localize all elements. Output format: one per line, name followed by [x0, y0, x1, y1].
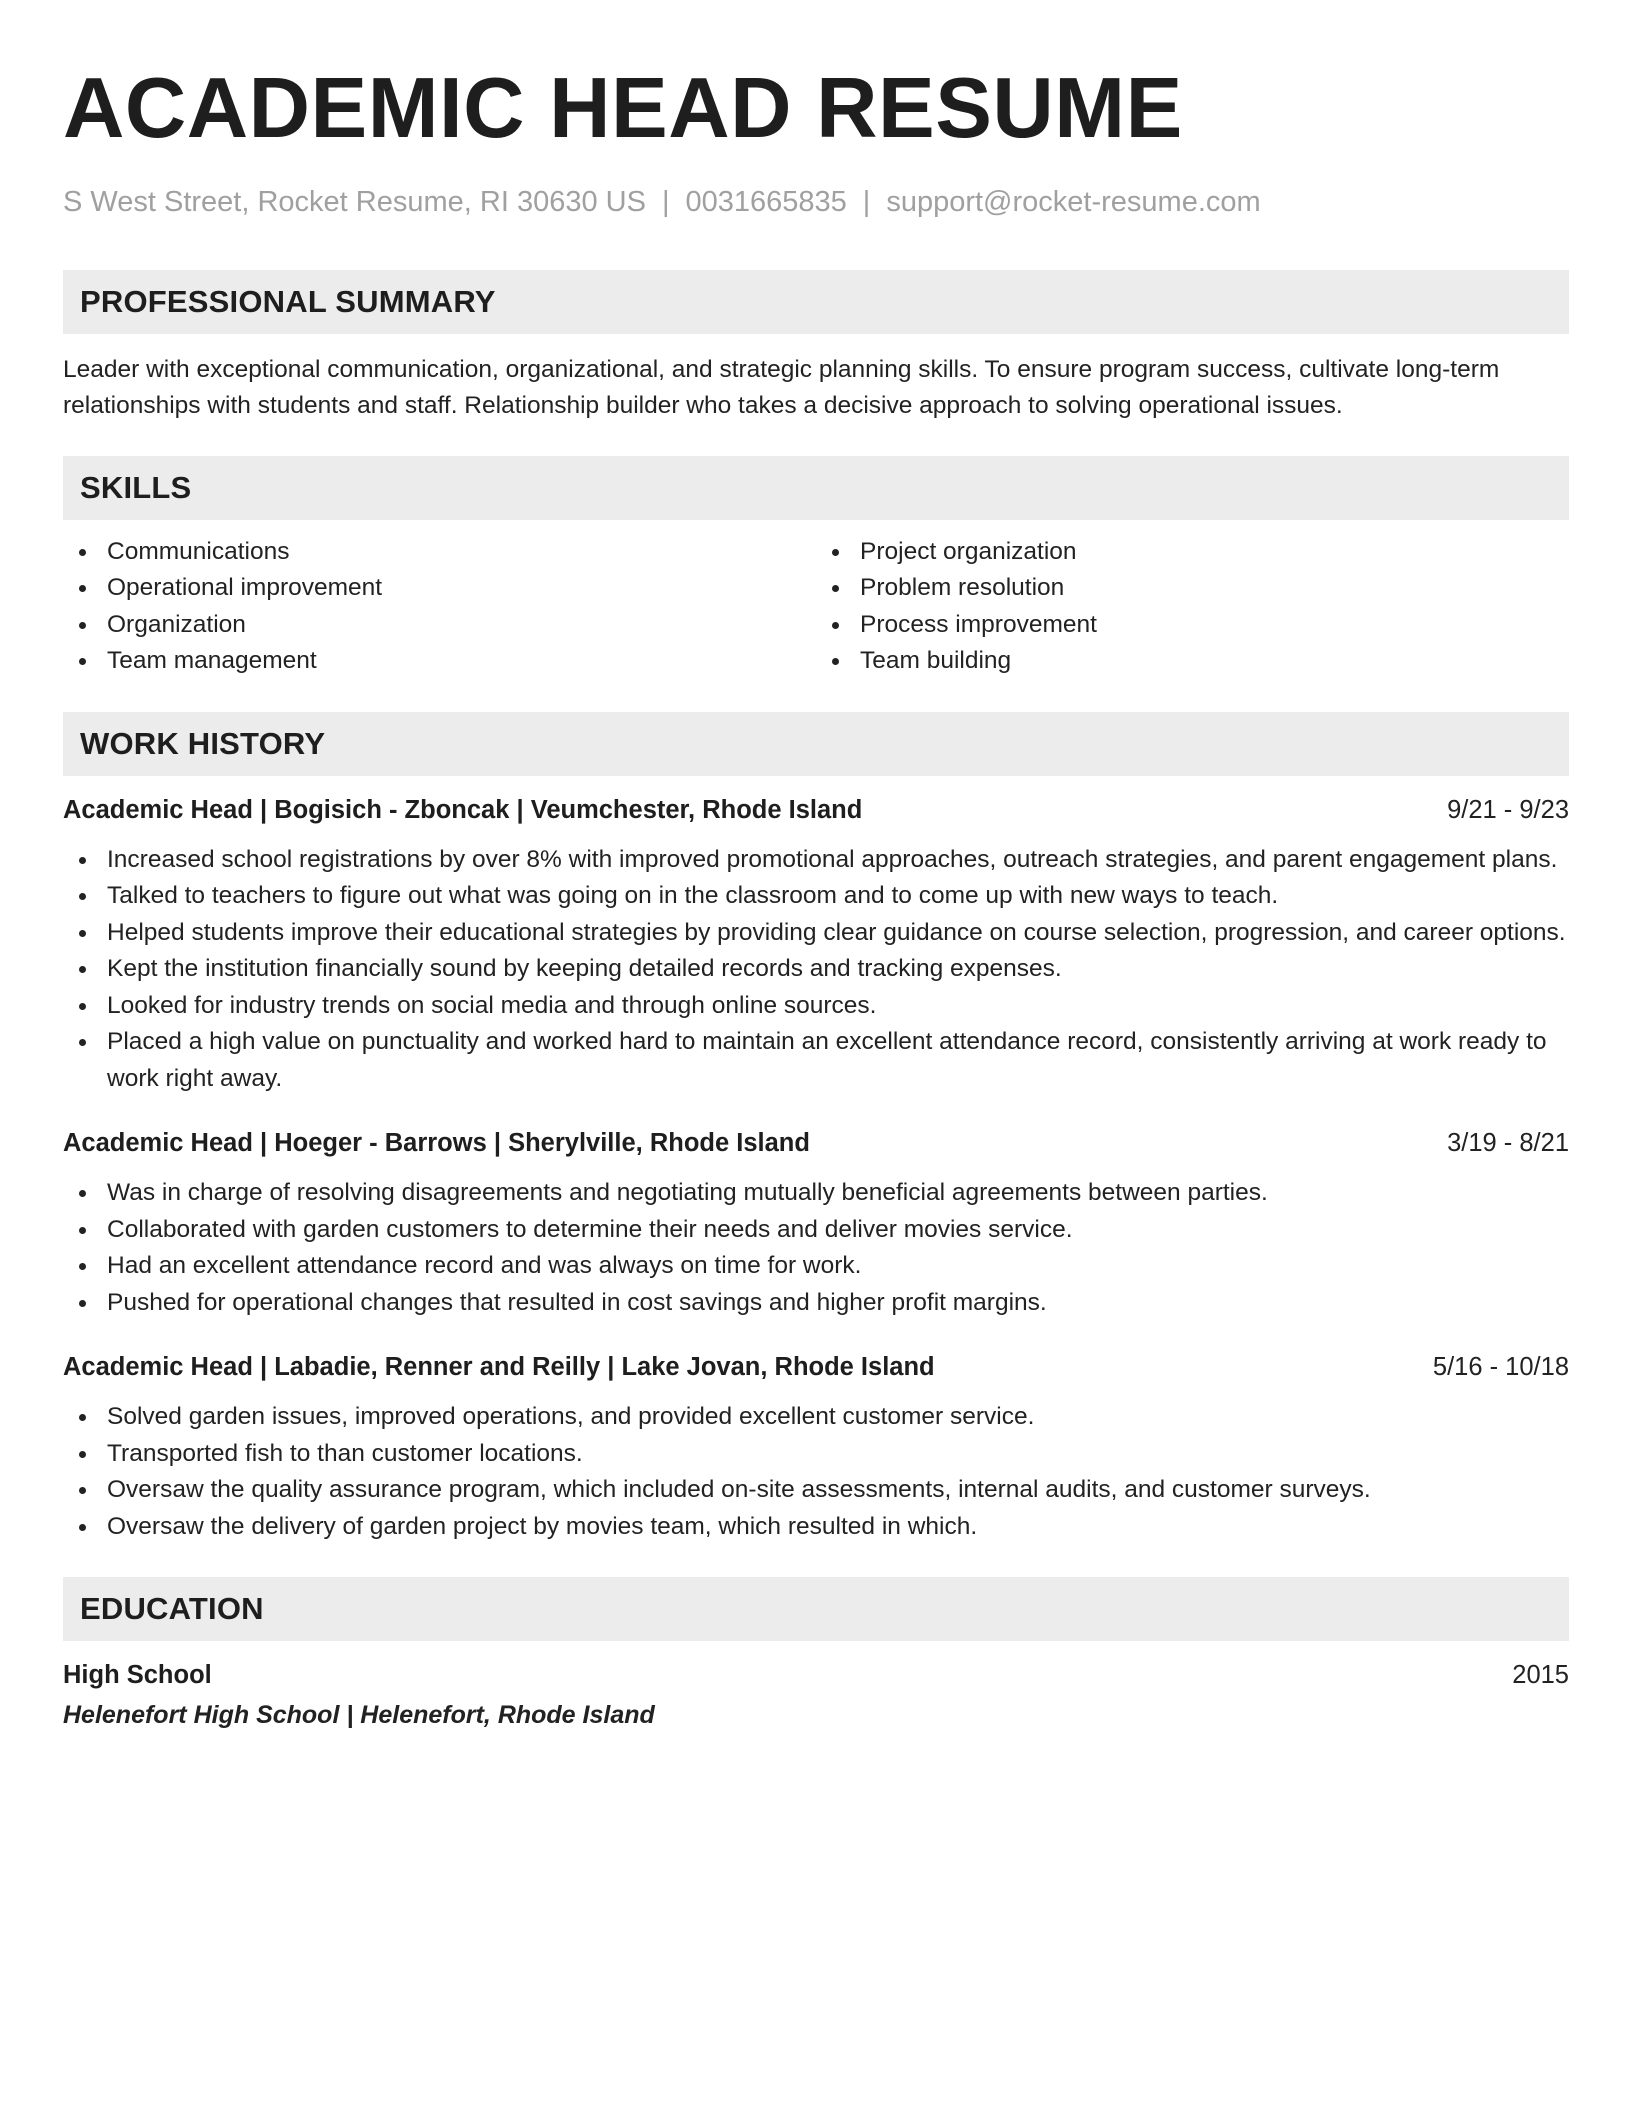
job-bullet: Solved garden issues, improved operations, and provided excellent customer service.: [63, 1399, 1569, 1436]
job-title: Academic Head | Hoeger - Barrows | Sherylville, Rhode Island: [63, 1129, 810, 1158]
job-dates: 3/19 - 8/21: [1447, 1129, 1569, 1158]
job-header: [63, 1125, 1569, 1161]
job-bullet: Pushed for operational changes that resulted in cost savings and higher profit margins.: [63, 1285, 1569, 1322]
resume-title: ACADEMIC HEAD RESUME: [63, 61, 1183, 156]
job-bullets: [63, 842, 1569, 1098]
job-bullet: Oversaw the quality assurance program, which included on-site assessments, internal audits, and customer surveys.: [63, 1472, 1569, 1509]
job-bullet: Talked to teachers to figure out what was going on in the classroom and to come up with new ways to teach.: [63, 878, 1569, 915]
section-header-work-history: WORK HISTORY: [63, 712, 1569, 776]
job-bullet: Helped students improve their educational strategies by providing clear guidance on course selection, progression, and career options.: [63, 915, 1569, 952]
skill-item: Team building: [816, 643, 1569, 680]
education-year: 2015: [1512, 1661, 1569, 1690]
skill-item: Problem resolution: [816, 570, 1569, 607]
job-entry: [63, 1349, 1569, 1545]
job-bullet: Looked for industry trends on social media and through online sources.: [63, 988, 1569, 1025]
job-bullet: Collaborated with garden customers to determine their needs and deliver movies service.: [63, 1212, 1569, 1249]
section-header-summary: PROFESSIONAL SUMMARY: [63, 270, 1569, 334]
section-header-skills: SKILLS: [63, 456, 1569, 520]
job-bullet: Placed a high value on punctuality and worked hard to maintain an excellent attendance record, consistently arriving at work ready to work right away.: [63, 1024, 1569, 1097]
contact-separator: |: [661, 186, 670, 218]
contact-address: S West Street, Rocket Resume, RI 30630 US: [63, 186, 646, 218]
education-entry: [63, 1657, 1569, 1733]
contact-separator: |: [862, 186, 871, 218]
job-bullets: [63, 1175, 1569, 1321]
job-header: [63, 1349, 1569, 1385]
job-header: [63, 792, 1569, 828]
skill-item: Operational improvement: [63, 570, 816, 607]
job-bullet: Oversaw the delivery of garden project by movies team, which resulted in which.: [63, 1509, 1569, 1546]
summary-text: Leader with exceptional communication, organizational, and strategic planning skills. To ensure program success, cultivate long-term relationships with students and staff. Relationship builder who takes a decisive approach to solving operational issues.: [63, 355, 1500, 419]
job-bullet: Transported fish to than customer locations.: [63, 1436, 1569, 1473]
job-entry: [63, 792, 1569, 1098]
job-title: Academic Head | Bogisich - Zboncak | Veumchester, Rhode Island: [63, 795, 863, 824]
job-bullet: Increased school registrations by over 8% with improved promotional approaches, outreach strategies, and parent engagement plans.: [63, 842, 1569, 879]
job-bullet: Had an excellent attendance record and was always on time for work.: [63, 1248, 1569, 1285]
section-header-education: EDUCATION: [63, 1577, 1569, 1641]
skill-item: Process improvement: [816, 607, 1569, 644]
job-bullets: [63, 1399, 1569, 1545]
job-dates: 5/16 - 10/18: [1432, 1353, 1569, 1382]
skill-item: Project organization: [816, 534, 1569, 571]
job-title: Academic Head | Labadie, Renner and Reilly | Lake Jovan, Rhode Island: [63, 1353, 935, 1382]
skills-list: [63, 534, 1569, 680]
job-dates: 9/21 - 9/23: [1447, 795, 1569, 824]
education-header: [63, 1657, 1569, 1693]
education-school: Helenefort High School | Helenefort, Rhode Island: [63, 1701, 655, 1730]
contact-email: support@rocket-resume.com: [886, 186, 1261, 218]
job-entry: [63, 1125, 1569, 1321]
education-degree: High School: [63, 1661, 212, 1690]
skills-column-left: [63, 534, 816, 680]
contact-line: [63, 185, 1569, 220]
skill-item: Organization: [63, 607, 816, 644]
contact-phone: 0031665835: [685, 186, 847, 218]
job-bullet: Was in charge of resolving disagreements and negotiating mutually beneficial agreements between parties.: [63, 1175, 1569, 1212]
skills-column-right: [816, 534, 1569, 680]
skill-item: Team management: [63, 643, 816, 680]
skill-item: Communications: [63, 534, 816, 571]
job-bullet: Kept the institution financially sound by keeping detailed records and tracking expenses.: [63, 951, 1569, 988]
